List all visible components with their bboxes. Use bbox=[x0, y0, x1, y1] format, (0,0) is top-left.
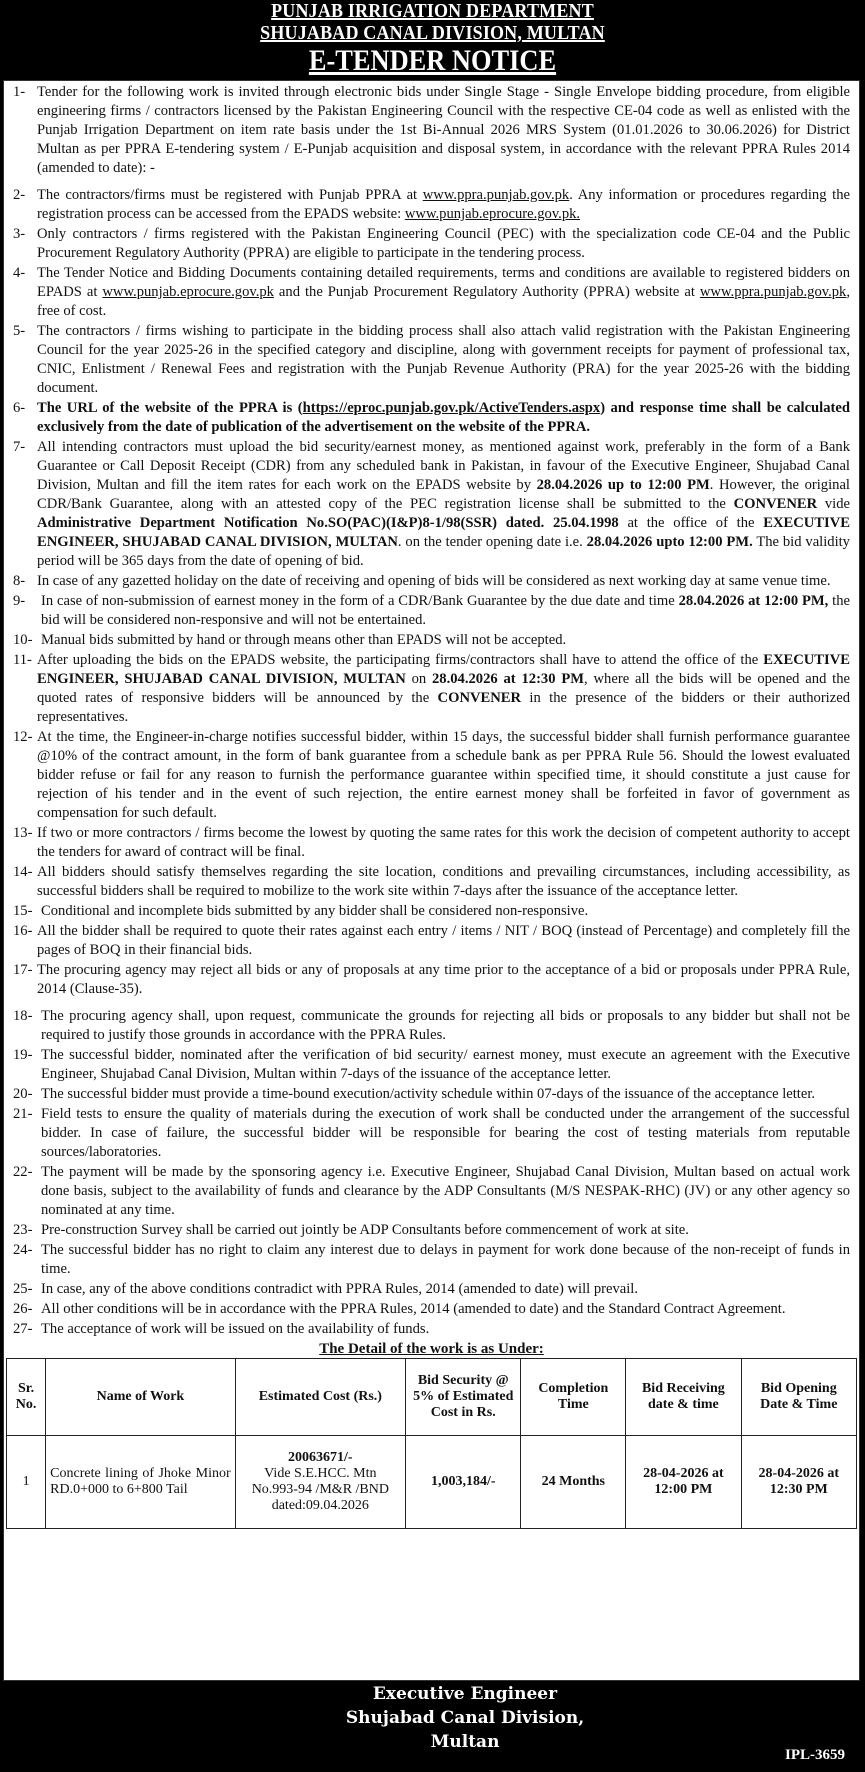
ppra-link[interactable]: www.ppra.punjab.gov.pk bbox=[422, 187, 570, 203]
deadline-text: 28.04.2026 upto 12:00 PM. bbox=[586, 534, 753, 550]
clause-text: The successful bidder must provide a time-bound execution/activity schedule within 07-days of the issuance of the acceptance letter. bbox=[41, 1086, 816, 1102]
text-run: The contractors/firms must be registered with Punjab PPRA at bbox=[37, 187, 423, 203]
clause-text: The payment will be made by the sponsoring agency i.e. Executive Engineer, Shujabad Canal Division, Multan based on actual work done basis, subject to the availability of funds and clearance by the ADP Consultants (M/S NESPAK-RHC) (JV) or any other agency so nominated at any time. bbox=[41, 1164, 850, 1218]
text-run: , where all the bids will be opened and the quoted rates of responsive bidders will be announced by the bbox=[37, 671, 851, 706]
ipl-reference: IPL-3659 bbox=[785, 1747, 845, 1763]
work-details-table bbox=[6, 1358, 857, 1529]
clause-4 bbox=[13, 264, 850, 321]
table-row bbox=[7, 1436, 857, 1529]
clause-13 bbox=[13, 824, 850, 862]
signatory-city: Multan bbox=[430, 1732, 500, 1752]
cell-sr-no: 1 bbox=[7, 1436, 46, 1529]
clause-15 bbox=[13, 902, 850, 921]
clause-text: The acceptance of work will be issued on the availability of funds. bbox=[41, 1321, 430, 1337]
clause-text bbox=[41, 592, 850, 630]
clause-number: 10- bbox=[13, 632, 33, 648]
clause-number: 18- bbox=[13, 1008, 33, 1024]
notice-title: E-TENDER NOTICE bbox=[308, 44, 557, 77]
clause-text: All other conditions will be in accordance with the PPRA Rules, 2014 (amended to date) and the Standard Contract Agreement. bbox=[41, 1301, 786, 1317]
notice-body bbox=[3, 80, 860, 1681]
clause-text: At the time, the Engineer-in-charge notifies successful bidder, within 15 days, the successful bidder shall furnish performance guarantee @10% of the contract amount, in the form of bank guarantee from a schedule bank as per PPRA Rule 56. Should the lowest evaluated bidder refuse or fail for any reason to furnish the performance guarantee within specified time, it should constitute a just cause for rejection of his tender and in the event of such rejection, the entire earnest money shall be forfeited in favor of government as compensation for such default. bbox=[37, 729, 850, 821]
clause-number: 19- bbox=[13, 1047, 33, 1063]
clause-text: In case of any gazetted holiday on the date of receiving and opening of bids will be considered as next working day at same venue time. bbox=[37, 573, 831, 589]
clause-text: The procuring agency shall, upon request, communicate the grounds for rejecting all bids or proposals to any bidder but shall not be required to justify those grounds in accordance with the PPRA Rules. bbox=[41, 1008, 850, 1043]
work-detail-title: The Detail of the work is as Under: bbox=[319, 1341, 544, 1357]
clause-number: 14- bbox=[13, 864, 33, 880]
clause-number: 17- bbox=[13, 962, 33, 978]
text-run: . on the tender opening date i.e. bbox=[397, 534, 587, 550]
clause-number: 26- bbox=[13, 1301, 33, 1317]
signatory-division: Shujabad Canal Division, bbox=[345, 1708, 585, 1728]
clause-number: 16- bbox=[13, 923, 33, 939]
clause-3 bbox=[13, 225, 850, 263]
text-run: The URL of the website of the PPRA is ( bbox=[37, 400, 303, 416]
cost-amount: 20063671/- bbox=[288, 1450, 353, 1465]
text-run: . Any information or procedures regarding the registration process can be accessed from the EPADS website: bbox=[37, 187, 850, 222]
cell-bid-receiving: 28-04-2026 at 12:00 PM bbox=[626, 1436, 741, 1529]
clause-text bbox=[37, 186, 850, 224]
clause-number: 20- bbox=[13, 1086, 33, 1102]
clause-number: 21- bbox=[13, 1106, 33, 1122]
clause-number: 24- bbox=[13, 1242, 33, 1258]
clause-22 bbox=[13, 1163, 850, 1220]
clause-8 bbox=[13, 572, 850, 591]
clause-number: 8- bbox=[13, 573, 26, 589]
notice-header bbox=[0, 0, 865, 80]
clause-number: 11- bbox=[13, 652, 32, 668]
col-bid-receiving: Bid Receiving date & time bbox=[626, 1359, 741, 1436]
col-estimated-cost: Estimated Cost (Rs.) bbox=[235, 1359, 405, 1436]
text-run: on bbox=[405, 671, 432, 687]
clause-number: 2- bbox=[13, 187, 26, 203]
clause-text: The successful bidder, nominated after the verification of bid security/ earnest money, must execute an agreement with the Executive Engineer, Shujabad Canal Division, Multan within 7-days of the issuance of the acceptance letter. bbox=[41, 1047, 850, 1082]
cell-bid-security: 1,003,184/- bbox=[406, 1436, 521, 1529]
text-run: In case of non-submission of earnest money in the form of a CDR/Bank Guarantee by the due date and time bbox=[41, 593, 679, 609]
clause-24 bbox=[13, 1241, 850, 1279]
clause-9 bbox=[13, 592, 850, 630]
clause-12 bbox=[13, 728, 850, 823]
clause-text: All bidders should satisfy themselves regarding the site location, conditions and prevailing circumstances, including accessibility, as successful bidders shall be required to mobilize to the work site within 7-days after the issuance of the acceptance letter. bbox=[37, 864, 850, 899]
clause-18 bbox=[13, 1007, 850, 1045]
epads-link[interactable]: www.punjab.eprocure.gov.pk. bbox=[404, 206, 581, 222]
clause-text: The successful bidder has no right to claim any interest due to delays in payment for work done because of the non-receipt of funds in time. bbox=[41, 1242, 850, 1277]
department-name: PUNJAB IRRIGATION DEPARTMENT bbox=[271, 0, 594, 22]
clause-6 bbox=[13, 399, 850, 437]
text-run: ) and response time shall be calculated exclusively from the date of publication of the advertisement on the website of the PPRA. bbox=[37, 400, 850, 435]
active-tenders-link[interactable]: https://eproc.punjab.gov.pk/ActiveTenders.aspx bbox=[302, 400, 601, 416]
deadline-text: 28.04.2026 at 12:00 PM, bbox=[678, 593, 829, 609]
clause-text: Field tests to ensure the quality of materials during the execution of work shall be conducted under the arrangement of the successful bidder. In case of failure, the successful bidder will be responsible for bearing the cost of testing materials from reputable sources/laboratories. bbox=[41, 1106, 850, 1160]
clause-number: 23- bbox=[13, 1222, 33, 1238]
clause-list bbox=[4, 81, 859, 1339]
clause-text: Tender for the following work is invited through electronic bids under Single Stage - Single Envelope bidding procedure, from eligible engineering firms / contractors licensed by the Pakistan Engineering Council with the respective CE-04 code as well as enlisted with the Punjab Irrigation Department on item rate basis under the 1st Bi-Annual 2026 MRS System (01.01.2026 to 30.06.2026) for District Multan as per PPRA E-tendering system / E-Punjab acquisition and disposal system, in accordance with the relevant PPRA Rules 2014 (amended to date): - bbox=[37, 84, 850, 176]
clause-14 bbox=[13, 863, 850, 901]
clause-text bbox=[37, 264, 850, 321]
clause-17 bbox=[13, 961, 850, 999]
clause-text: Only contractors / firms registered with the Pakistan Engineering Council (PEC) with the specialization code CE-04 and the Public Procurement Regulatory Authority (PPRA) are eligible to participate in the tendering process. bbox=[37, 226, 850, 261]
clause-text bbox=[37, 438, 850, 571]
clause-number: 27- bbox=[13, 1321, 33, 1337]
clause-text: All the bidder shall be required to quote their rates against each entry / items / NIT / BOQ (instead of Percentage) and completely fill the pages of BOQ in their financial bids. bbox=[37, 923, 850, 958]
cell-completion-time: 24 Months bbox=[521, 1436, 626, 1529]
clause-number: 15- bbox=[13, 903, 33, 919]
clause-text: Conditional and incomplete bids submitted by any bidder shall be considered non-responsive. bbox=[41, 903, 589, 919]
clause-10 bbox=[13, 631, 850, 650]
clause-text: Pre-construction Survey shall be carried out jointly be ADP Consultants before commencement of work at site. bbox=[41, 1222, 689, 1238]
bold-text: CONVENER bbox=[733, 496, 818, 512]
clause-number: 25- bbox=[13, 1281, 33, 1297]
clause-7 bbox=[13, 438, 850, 571]
clause-text bbox=[37, 651, 850, 727]
clause-19 bbox=[13, 1046, 850, 1084]
division-name: SHUJABAD CANAL DIVISION, MULTAN bbox=[260, 22, 605, 44]
col-bid-opening: Bid Opening Date & Time bbox=[741, 1359, 856, 1436]
ppra-link[interactable]: www.ppra.punjab.gov.pk bbox=[699, 284, 847, 300]
text-run: The bid validity period will be 365 days from the date of opening of bid. bbox=[37, 534, 850, 569]
text-run: , free of cost. bbox=[37, 284, 850, 319]
clause-number: 3- bbox=[13, 226, 26, 242]
col-sr-no: Sr. No. bbox=[7, 1359, 46, 1436]
cell-name-of-work: Concrete lining of Jhoke Minor RD.0+000 to 6+800 Tail bbox=[46, 1436, 235, 1529]
clause-20 bbox=[13, 1085, 850, 1104]
text-run: the bid will be considered non-responsive and will not be entertained. bbox=[41, 593, 850, 628]
clause-number: 5- bbox=[13, 323, 26, 339]
text-run: . However, the original CDR/Bank Guarantee, along with an attested copy of the PEC registration license shall be submitted to the bbox=[37, 477, 850, 512]
text-run: at the office of the bbox=[618, 515, 764, 531]
table-header-row bbox=[7, 1359, 857, 1436]
clause-text bbox=[37, 399, 850, 437]
col-name-of-work: Name of Work bbox=[46, 1359, 235, 1436]
notification-ref: Administrative Department Notification No.SO(PAC)(I&P)8-1/98(SSR) dated. 25.04.1998 bbox=[37, 515, 619, 531]
clause-1 bbox=[13, 83, 850, 178]
clause-number: 6- bbox=[13, 400, 26, 416]
clause-text: If two or more contractors / firms become the lowest by quoting the same rates for this work the decision of competent authority to accept the tenders for award of contract will be final. bbox=[37, 825, 850, 860]
clause-number: 12- bbox=[13, 729, 33, 745]
text-run: All intending contractors must upload the bid security/earnest money, as mentioned against work, preferably in the form of a Bank Guarantee or Call Deposit Receipt (CDR) from any scheduled bank in Pakistan, in favour of the Executive Engineer, Shujabad Canal Division, Multan and fill the item rates for each work on the EPADS website by bbox=[37, 439, 850, 493]
deadline-text: 28.04.2026 up to 12:00 PM bbox=[536, 477, 710, 493]
clause-5 bbox=[13, 322, 850, 398]
text-run: and the Punjab Procurement Regulatory Authority (PPRA) website at bbox=[273, 284, 700, 300]
clause-27 bbox=[13, 1320, 850, 1339]
opening-datetime: 28.04.2026 at 12:30 PM bbox=[432, 671, 585, 687]
office-name: EXECUTIVE ENGINEER, SHUJABAD CANAL DIVISION, MULTAN bbox=[37, 515, 851, 550]
clause-number: 9- bbox=[13, 593, 26, 609]
clause-21 bbox=[13, 1105, 850, 1162]
signatory-title: Executive Engineer bbox=[372, 1684, 558, 1704]
text-run: in the presence of the bidders or their authorized representatives. bbox=[37, 690, 850, 725]
clause-11 bbox=[13, 651, 850, 727]
clause-2 bbox=[13, 186, 850, 224]
col-bid-security: Bid Security @ 5% of Estimated Cost in Rs. bbox=[406, 1359, 521, 1436]
notice-footer bbox=[0, 1681, 865, 1772]
clause-16 bbox=[13, 922, 850, 960]
clause-26 bbox=[13, 1300, 850, 1319]
clause-number: 22- bbox=[13, 1164, 33, 1180]
text-run: vide bbox=[817, 496, 851, 512]
text-run: After uploading the bids on the EPADS website, the participating firms/contractors shall have to attend the office of the bbox=[37, 652, 764, 668]
cost-reference: Vide S.E.HCC. Mtn No.993-94 /M&R /BND dated:09.04.2026 bbox=[251, 1466, 389, 1513]
cell-estimated-cost bbox=[235, 1436, 405, 1529]
clause-text: The contractors / firms wishing to participate in the bidding process shall also attach valid registration with the Pakistan Engineering Council for the year 2025-26 in the specified category and discipline, along with government receipts for payment of professional tax, CNIC, Enlistment / Renewal Fees and registration with the Punjab Revenue Authority (PRA) for the year 2025-26 with the bidding document. bbox=[37, 323, 850, 396]
clause-text: Manual bids submitted by hand or through means other than EPADS will not be accepted. bbox=[41, 632, 567, 648]
clause-number: 13- bbox=[13, 825, 33, 841]
clause-23 bbox=[13, 1221, 850, 1240]
signature-block bbox=[300, 1682, 630, 1754]
clause-25 bbox=[13, 1280, 850, 1299]
office-name: EXECUTIVE ENGINEER, SHUJABAD CANAL DIVISION, MULTAN bbox=[37, 652, 850, 687]
clause-text: The procuring agency may reject all bids or any of proposals at any time prior to the acceptance of a bid or proposals under PPRA Rule, 2014 (Clause-35). bbox=[37, 962, 850, 997]
clause-number: 4- bbox=[13, 265, 26, 281]
epads-link[interactable]: www.punjab.eprocure.gov.pk bbox=[102, 284, 274, 300]
clause-text: In case, any of the above conditions contradict with PPRA Rules, 2014 (amended to date) will prevail. bbox=[41, 1281, 638, 1297]
text-run: The Tender Notice and Bidding Documents containing detailed requirements, terms and conditions are available to registered bidders on EPADS at bbox=[37, 265, 850, 300]
col-completion-time: Completion Time bbox=[521, 1359, 626, 1436]
clause-number: 7- bbox=[13, 439, 26, 455]
bold-text: CONVENER bbox=[437, 690, 522, 706]
cell-bid-opening: 28-04-2026 at 12:30 PM bbox=[741, 1436, 856, 1529]
clause-number: 1- bbox=[13, 84, 26, 100]
